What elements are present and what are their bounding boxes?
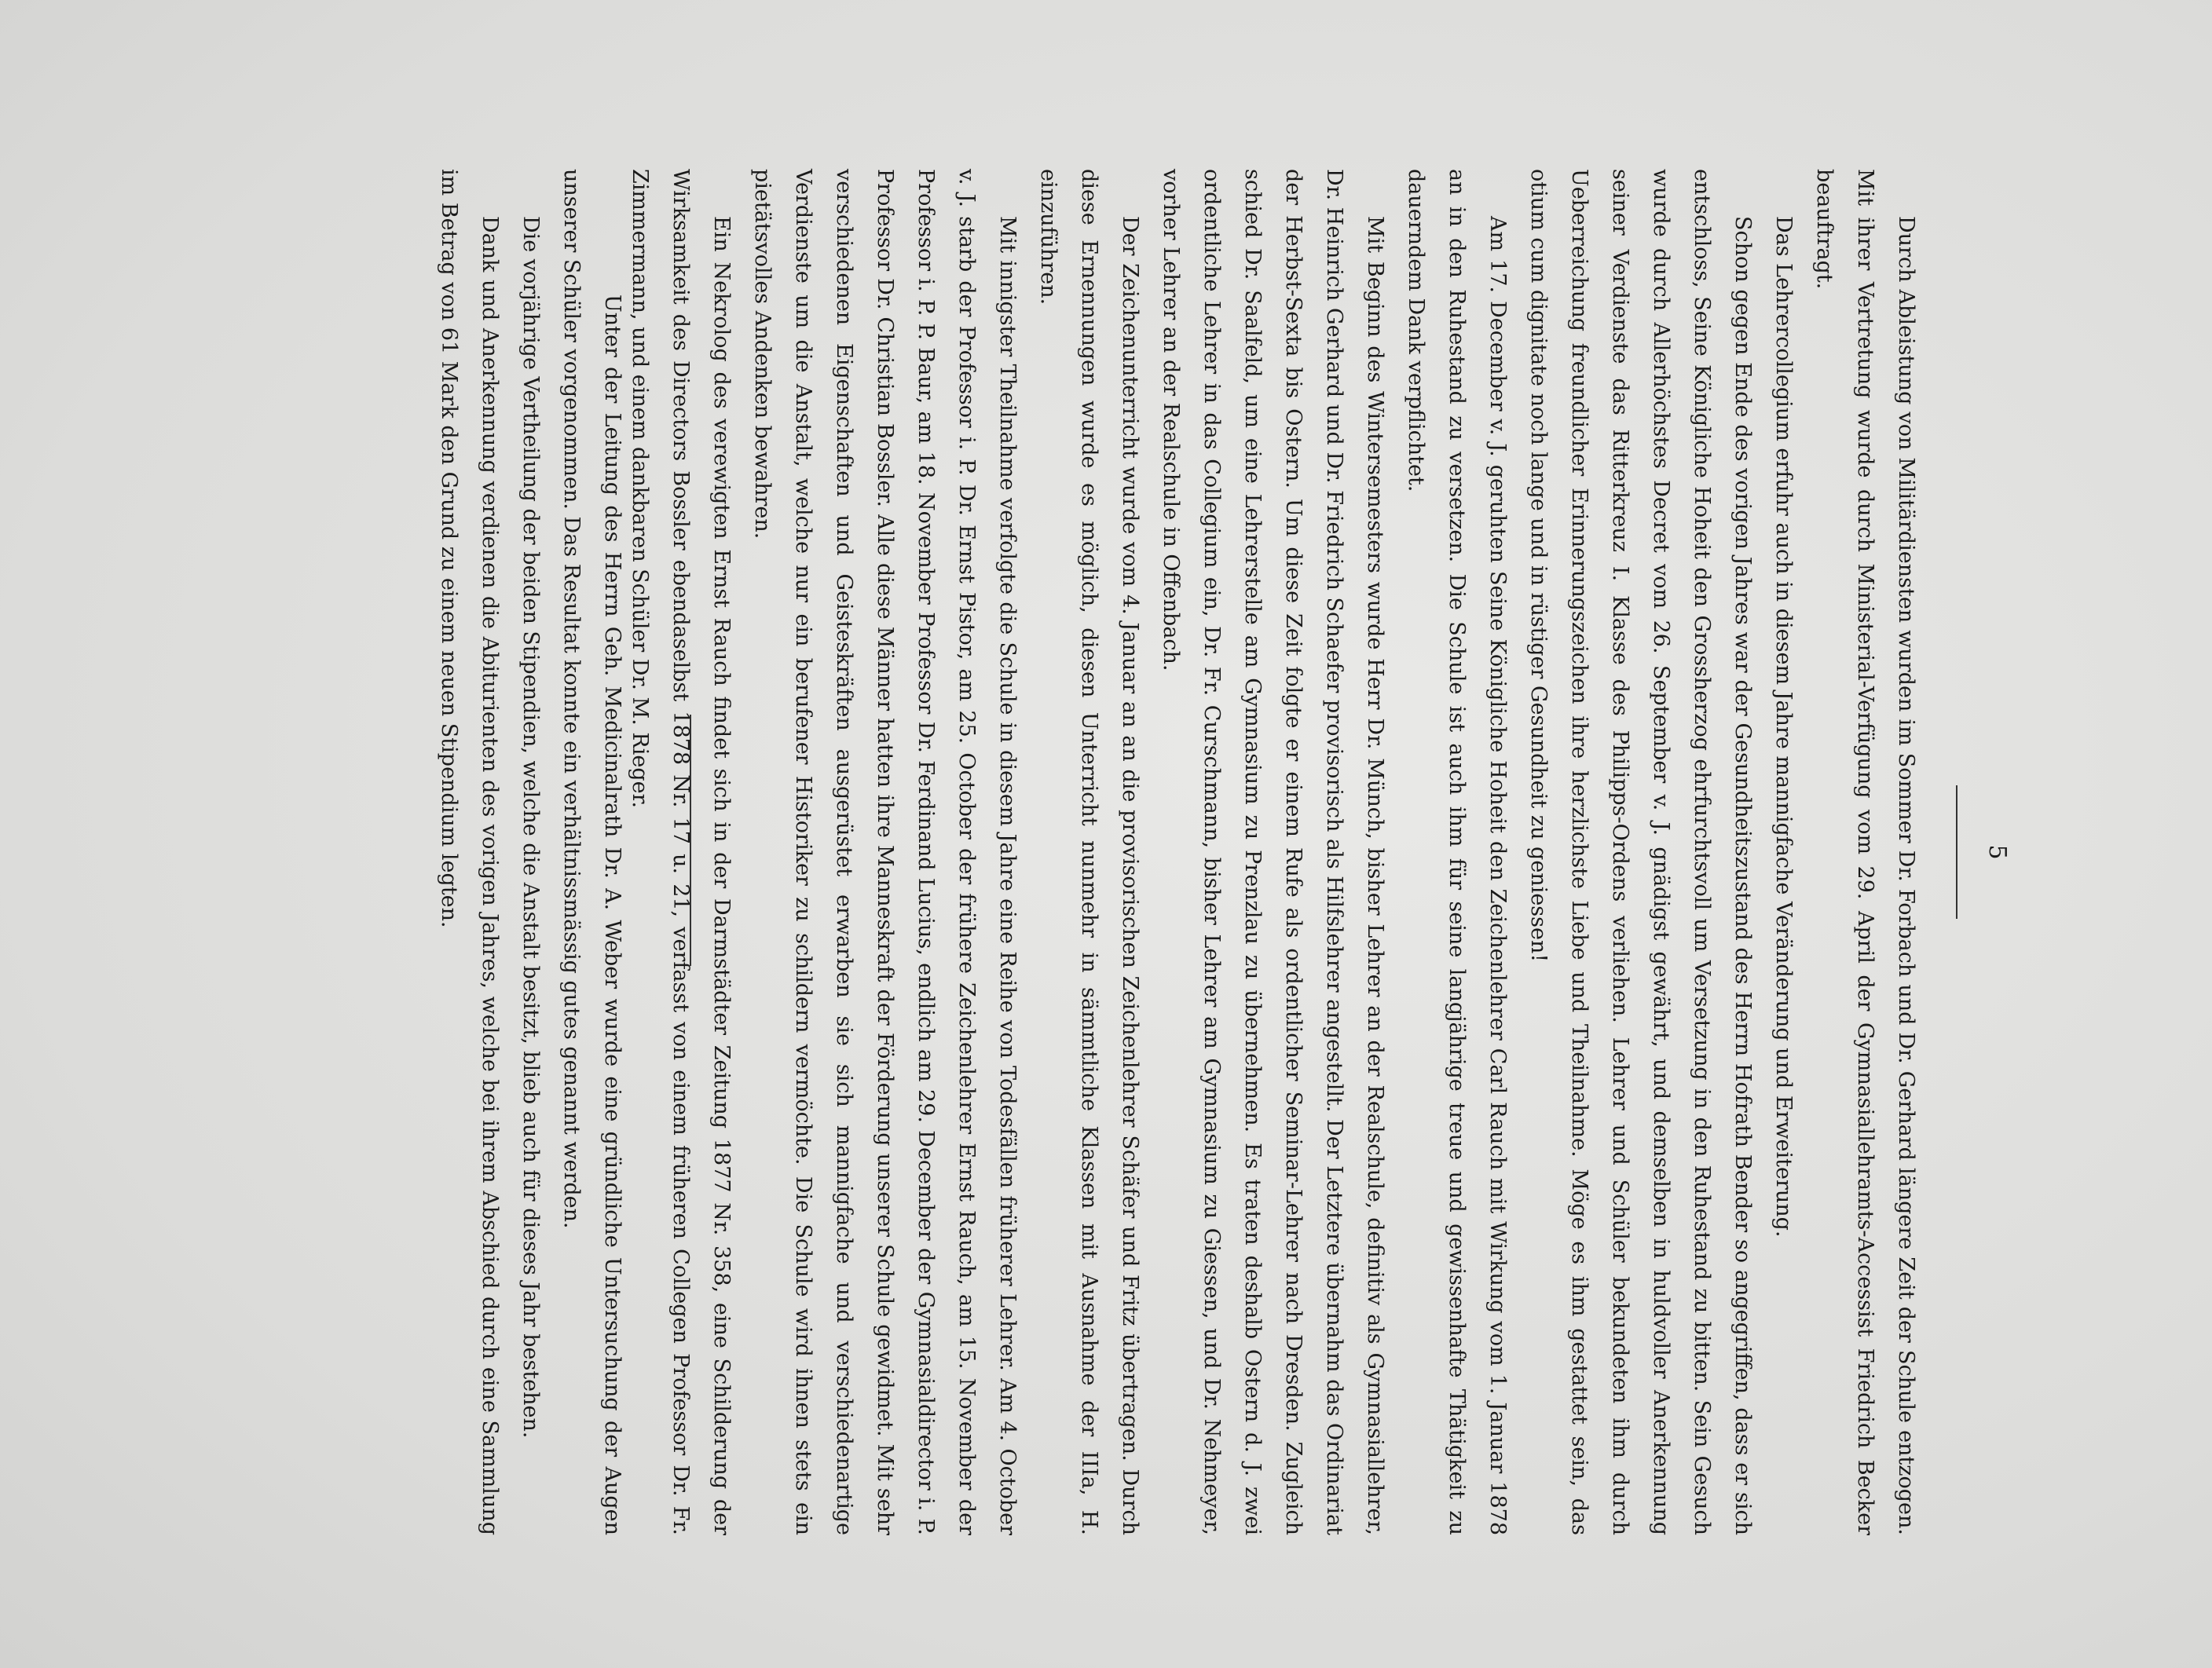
top-rule (1956, 785, 1957, 919)
paragraph: Das Lehrercollegium erfuhr auch in diesem Jahre mannigfache Veränderung und Erweiterung. (1771, 216, 1796, 1238)
body-section-health-and-stipends (428, 169, 632, 1535)
paragraph: Am 17. December v. J. geruhten Seine Königliche Hoheit den Zeichenlehrer Carl Rauch mit Wirkung vom 1. Januar 1878 an in den Ruhestand zu versetzen. Die Schule ist auch ihm für seine langjährige treue und gewissenhafte Thätigkeit zu dauerndem Dank verpflichtet. (1404, 169, 1510, 1535)
paragraph: Der Zeichenunterricht wurde vom 4. Januar an an die provisorischen Zeichenlehrer Schäfer und Fritz übertragen. Durch diese Ernennungen wurde es möglich, diesen Unterricht nunmehr in sämmtliche Klassen mit Ausnahme der IIIa, H. einzuführen. (1036, 169, 1142, 1535)
paragraph: Schon gegen Ende des vorigen Jahres war der Gesundheitszustand des Herrn Hofrath Bender so angegriffen, dass er sich entschloss, Seine Königliche Hoheit den Grossherzog ehrfurchtsvoll um Versetzung in den Ruhestand zu bitten. Sein Gesuch wurde durch Allerhöchstes Decret vom 26. September v. J. gnädigst gewährt, und demselben in huldvoller Anerkennung seiner Verdienste das Ritterkreuz I. Klasse des Philipps-Ordens verliehen. Lehrer und Schüler bekundeten ihm durch Ueberreichung freundlicher Erinnerungszeichen ihre herzlichste Liebe und Theilnahme. Möge es ihm gestattet sein, das otium cum dignitate noch lange und in rüstiger Gesundheit zu geniessen! (1526, 169, 1755, 1535)
paragraph: Unter der Leitung des Herrn Geh. Medicinalrath Dr. A. Weber wurde eine gründliche Untersuchung der Augen unserer Schüler vorgenommen. Das Resultat konnte ein verhältnissmässig gutes genannt werden. (559, 169, 624, 1535)
paragraph: Mit Beginn des Wintersemesters wurde Herr Dr. Münch, bisher Lehrer an der Realschule, definitiv als Gymnasiallehrer, Dr. Heinrich Gerhard und Dr. Friedrich Schaefer provisorisch als Hilfslehrer angestellt. Der Letztere übernahm das Ordinariat der Herbst-Sexta bis Ostern. Um diese Zeit folgte er einem Rufe als ordentlicher Seminar-Lehrer nach Dresden. Zugleich schied Dr. Saalfeld, um eine Lehrerstelle am Gymnasium zu Prenzlau zu übernehmen. Es traten deshalb Ostern d. J. zwei ordentliche Lehrer in das Collegium ein, Dr. Fr. Curschmann, bisher Lehrer am Gymnasium zu Giessen, und Dr. Nehmeyer, vorher Lehrer an der Realschule in Offenbach. (1159, 169, 1387, 1535)
paragraph: Dank und Anerkennung verdienen die Abiturienten des vorigen Jahres, welche bei ihrem Abschied durch eine Sammlung im Betrag von 61 Mark den Grund zu einem neuen Stipendium legten. (437, 169, 502, 1535)
paragraph: Durch Ableistung von Militärdiensten wurden im Sommer Dr. Forbach und Dr. Gerhard längere Zeit der Schule entzogen. Mit ihrer Vertretung wurde durch Ministerial-Verfügung vom 29. April der Gymnasiallehramts-Accessist Friedrich Becker beauftragt. (1812, 169, 1918, 1535)
paragraph: Ein Nekrolog des verewigten Ernst Rauch findet sich in der Darmstädter Zeitung 1877 Nr. 358, eine Schilderung der Wirksamkeit des Directors Bossler ebendaselbst 1878 Nr. 17 u. 21, verfasst von einem früheren Collegen Professor Dr. Fr. Zimmermann, und einem dankbaren Schüler Dr. M. Rieger. (628, 169, 734, 1535)
rotated-document-page (110, 86, 2019, 1618)
page-number: 5 (1983, 844, 2011, 860)
section-divider-rule (690, 715, 691, 966)
paragraph: Die vorjährige Vertheilung der beiden Stipendien, welche die Anstalt besitzt, blieb auch für dieses Jahr bestehen. (518, 216, 543, 1439)
body-section-staff-changes (619, 169, 1926, 1535)
paragraph: Mit innigster Theilnahme verfolgte die Schule in diesem Jahre eine Reihe von Todesfällen früherer Lehrer. Am 4. October v. J. starb der Professor i. P. Dr. Ernst Pistor, am 25. October der frühere Zeichenlehrer Ernst Rauch, am 15. November der Professor i. P. P. Baur, am 18. November Professor Dr. Ferdinand Lucius, endlich am 29. December der Gymnasialdirector i. P. Professor Dr. Christian Bossler. Alle diese Männer hatten ihre Manneskraft der Förderung unserer Schule gewidmet. Mit sehr verschiedenen Eigenschaften und Geisteskräften ausgerüstet erwarben sie sich mannigfache und verschiedenartige Verdienste um die Anstalt, welche nur ein berufener Historiker zu schildern vermöchte. Die Schule wird ihnen stets ein pietätsvolles Andenken bewahren. (750, 169, 1020, 1535)
